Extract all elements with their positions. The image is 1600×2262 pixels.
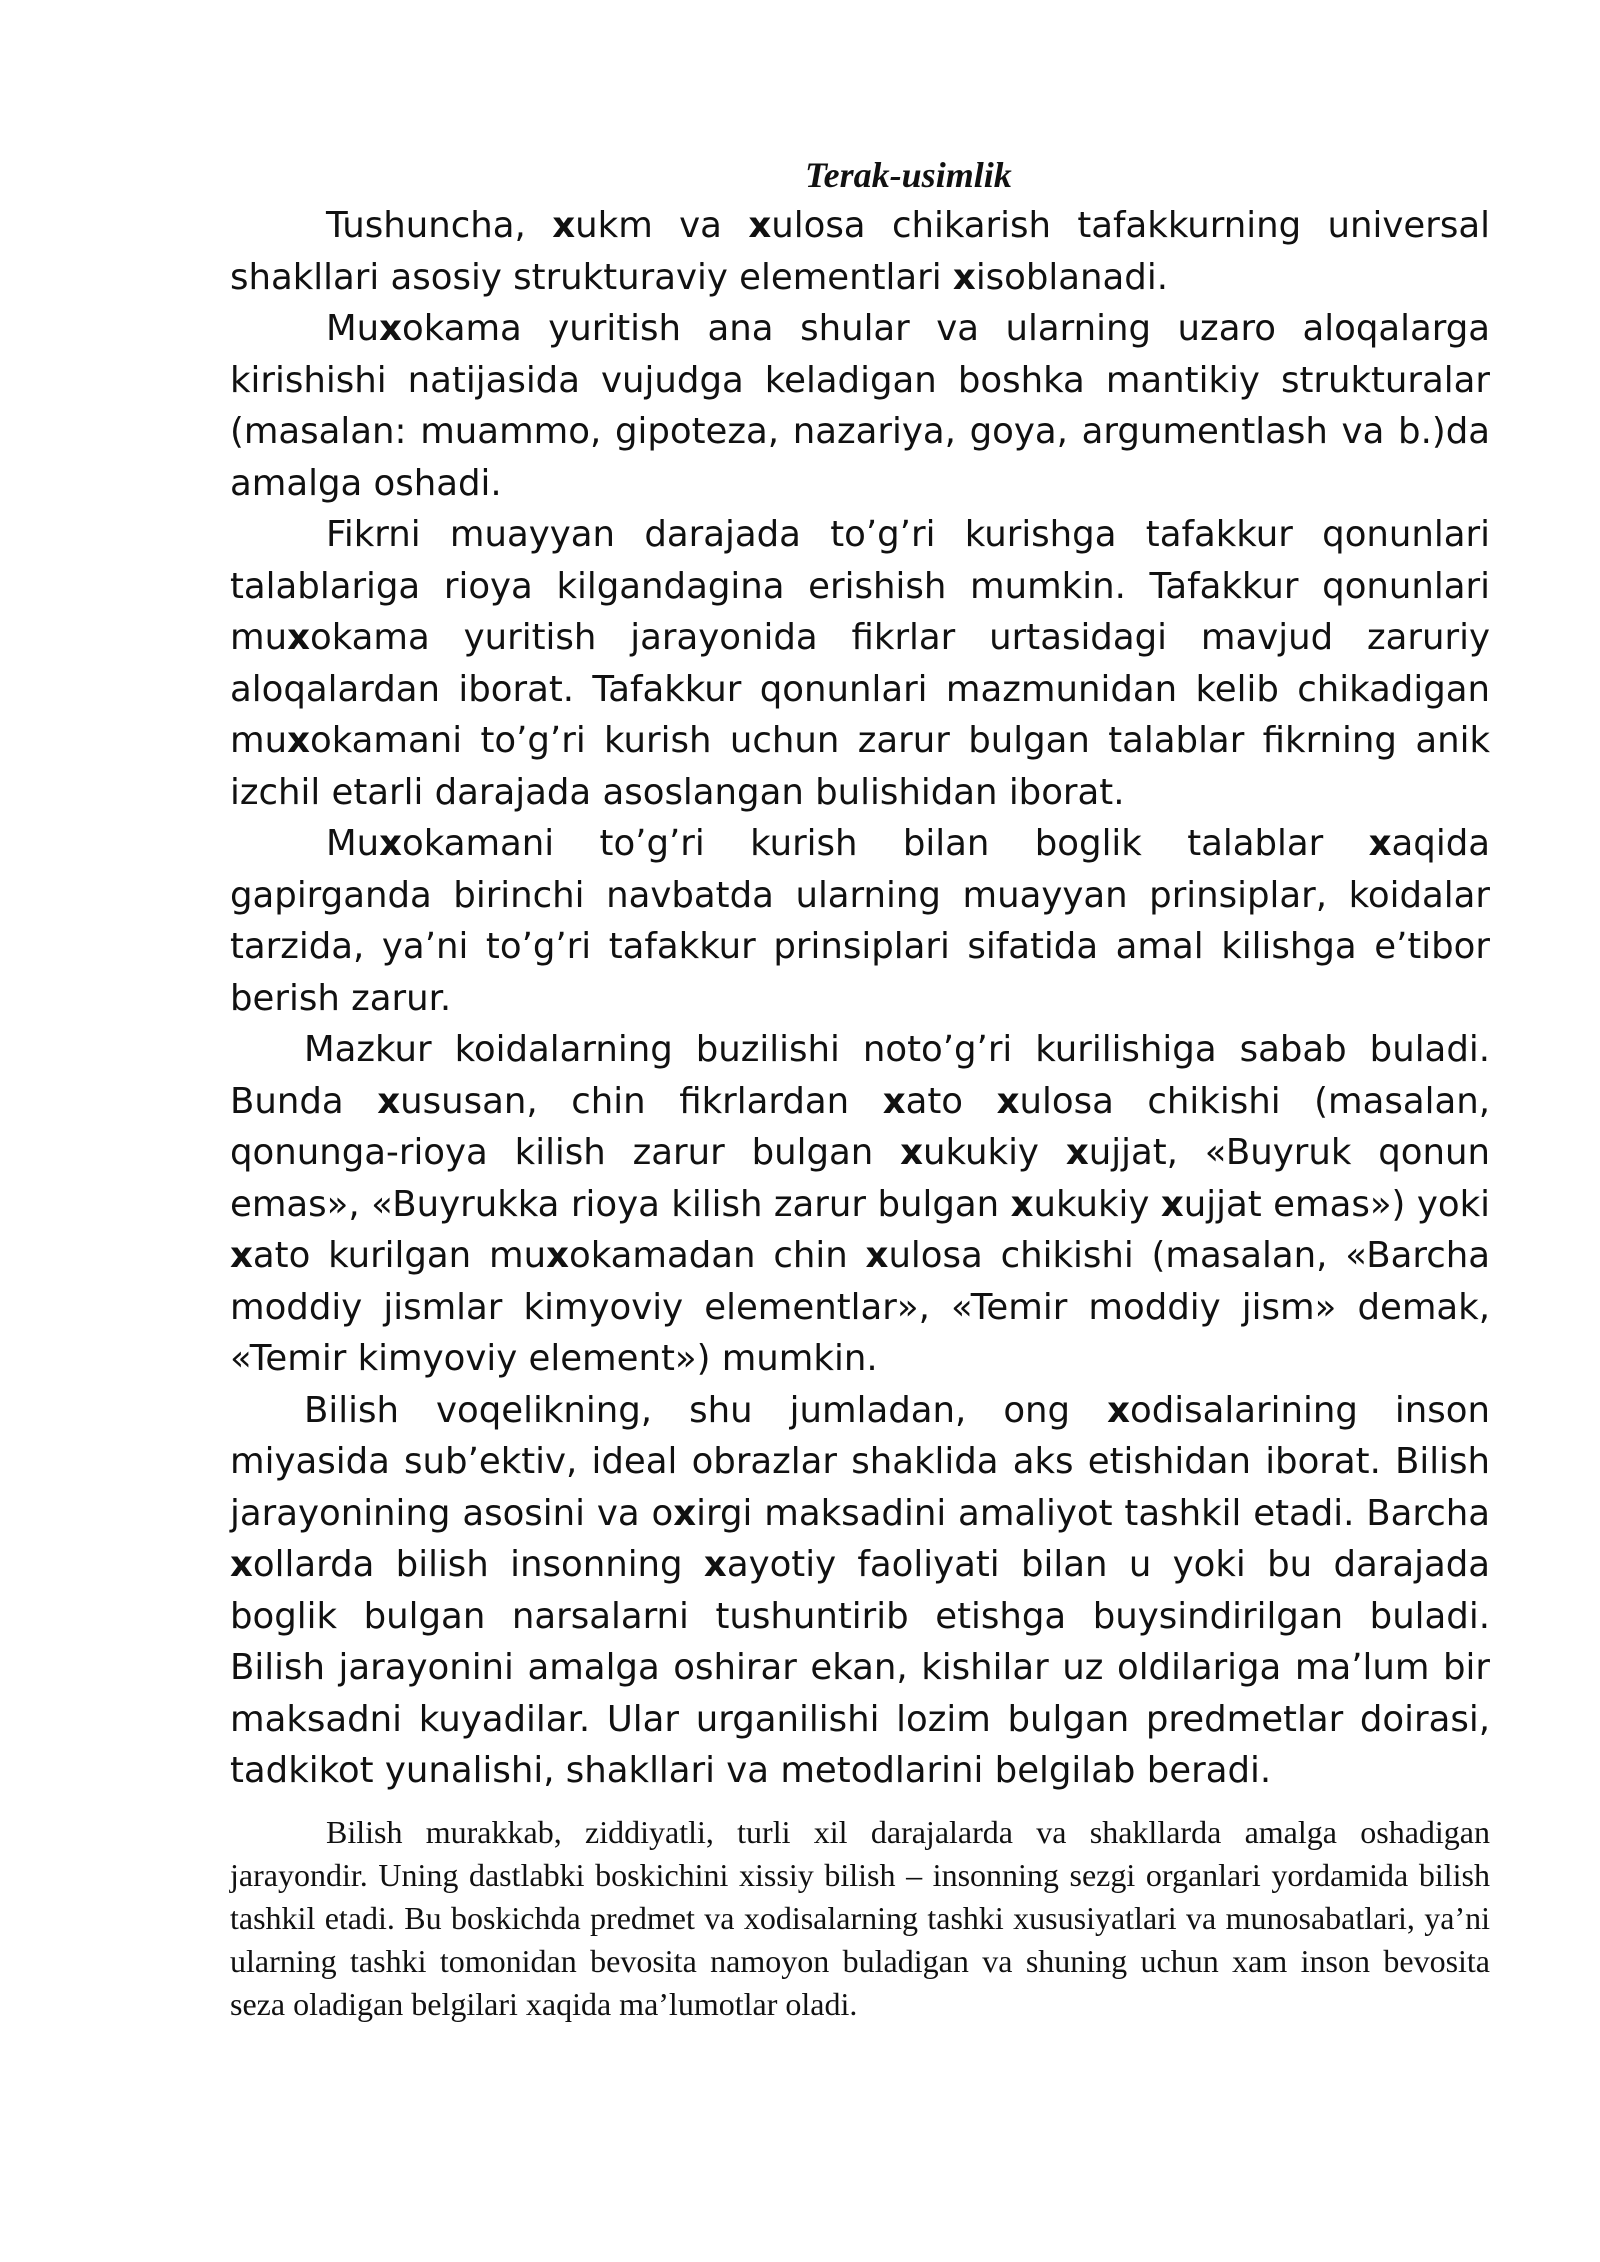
paragraph-4: [230, 818, 1490, 1024]
text-run: ayotiy faoliyati bilan u yoki bu darajada boglik bulgan narsalarni tushuntirib etishga buysindirilgan buladi. Bilish jarayonini amalga oshirar ekan, kishilar uz oldilariga ma’lum bir maksadni kuyadilar. Ular urganilishi lozim bulgan predmetlar doirasi, tadkikot yunalishi, shakllari va metodlarini belgilab beradi.: [230, 1544, 1490, 1791]
text-run: odisalarining inson miyasida sub’ektiv, ideal obrazlar shaklida aks etishidan iborat. Bilish jarayonining asosini va o: [230, 1389, 1490, 1534]
text-run: ulosa chikishi (masalan, «Barcha moddiy jismlar kimyoviy elementlar», «Temir moddiy jism» demak, «Temir kimyoviy element») mumkin.: [230, 1235, 1490, 1379]
bold-x-letter: x: [673, 1492, 697, 1534]
bold-x-letter: x: [546, 1235, 569, 1276]
body-text: [230, 200, 1490, 2026]
bold-x-letter: x: [230, 1235, 253, 1276]
paragraph-3: [230, 509, 1490, 818]
paragraph-1: [230, 200, 1490, 303]
bold-x-letter: x: [900, 1132, 924, 1173]
text-run: aqida gapirganda birinchi navbatda ularning muayyan prinsiplar, koidalar tarzida, ya’ni to’g’ri tafakkur prinsiplari sifatida amal kilishga e’tibor berish zarur.: [230, 823, 1490, 1019]
paragraph-2: [230, 303, 1490, 509]
text-run: ollarda bilish insonning: [252, 1544, 704, 1585]
bold-x-letter: x: [1010, 1183, 1034, 1225]
text-run: ususan, chin fikrlardan: [400, 1080, 883, 1122]
paragraph-6: [230, 1385, 1490, 1797]
text-run: ukukiy: [923, 1132, 1066, 1173]
text-run: ulosa chikarish tafakkurning universal shakllari asosiy strukturaviy elementlari: [230, 205, 1490, 298]
text-run: Tushuncha,: [326, 205, 553, 246]
bold-x-letter: x: [1065, 1132, 1089, 1173]
paragraph-7: [230, 1811, 1490, 2026]
bold-x-letter: x: [287, 720, 310, 761]
bold-x-letter: x: [996, 1080, 1020, 1122]
bold-x-letter: x: [1107, 1389, 1131, 1431]
text-run: isoblanadi.: [975, 256, 1168, 298]
bold-x-letter: x: [377, 1080, 401, 1122]
bold-x-letter: x: [882, 1080, 906, 1122]
text-run: ato kurilgan mu: [252, 1235, 547, 1276]
text-run: ato: [905, 1080, 997, 1122]
text-run: okamadan chin: [568, 1235, 866, 1276]
page-title: Terak-usimlik: [805, 155, 1012, 195]
text-run: okamani to’g’ri kurish uchun zarur bulgan talablar fikrning anik izchil etarli darajada asoslangan bulishidan iborat.: [230, 720, 1490, 813]
text-run: ukm va: [575, 205, 749, 246]
text-run: Mu: [326, 308, 380, 349]
text-run: Mazkur koidalarning buzilishi noto’g’ri kurilishiga sabab buladi. Bunda: [230, 1029, 1490, 1122]
bold-x-letter: x: [1160, 1183, 1184, 1225]
bold-x-letter: x: [865, 1235, 889, 1276]
paragraph-5: [230, 1024, 1490, 1385]
bold-x-letter: x: [952, 256, 976, 298]
text-run: irgi maksadini amaliyot tashkil etadi. Barcha: [696, 1492, 1490, 1534]
bold-x-letter: x: [552, 205, 576, 246]
bold-x-letter: x: [230, 1544, 253, 1585]
text-run: Bilish murakkab, ziddiyatli, turli xil darajalarda va shakllarda amalga oshadigan jarayondir. Uning dastlabki boskichini xissiy bilish – insonning sezgi organlari yordamida bilish tashkil etadi. Bu boskichda predmet va xodisalarning tashki xususiyatlari va munosabatlari, ya’ni ularning tashki tomonidan bevosita namoyon buladigan va shuning uchun xam inson bevosita seza oladigan belgilari xaqida ma’lumotlar oladi.: [230, 1813, 1490, 2022]
text-run: ukukiy: [1033, 1183, 1161, 1225]
document-page: [230, 150, 1490, 2026]
text-run: Mu: [326, 823, 380, 864]
bold-x-letter: x: [748, 205, 772, 246]
text-run: okama yuritish ana shular va ularning uzaro aloqalarga kirishishi natijasida vujudga keladigan boshka mantikiy strukturalar (masalan: muammo, gipoteza, nazariya, goya, argumentlash va b.)da amalga oshadi.: [230, 308, 1490, 504]
text-run: ulosa chikishi (masalan, qonunga-rioya kilish zarur bulgan: [230, 1080, 1490, 1173]
text-run: okamani to’g’ri kurish bilan boglik talablar: [402, 823, 1369, 864]
bold-x-letter: x: [703, 1544, 727, 1585]
bold-x-letter: x: [287, 617, 310, 658]
bold-x-letter: x: [379, 308, 403, 349]
text-run: Bilish voqelikning, shu jumladan, ong: [304, 1389, 1108, 1431]
text-run: ujjat, «Buyruk qonun emas», «Buyrukka rioya kilish zarur bulgan: [230, 1132, 1490, 1225]
text-run: ujjat emas») yoki: [1183, 1183, 1490, 1225]
bold-x-letter: x: [1368, 823, 1392, 864]
bold-x-letter: x: [379, 823, 403, 864]
text-run: okama yuritish jarayonida fikrlar urtasidagi mavjud zaruriy aloqalardan iborat. Tafakkur qonunlari mazmunidan kelib chikadigan mu: [230, 617, 1490, 761]
text-run: Fikrni muayyan darajada to’g’ri kurishga tafakkur qonunlari talablariga rioya kilgandagina erishish mumkin. Tafakkur qonunlari mu: [230, 514, 1490, 658]
